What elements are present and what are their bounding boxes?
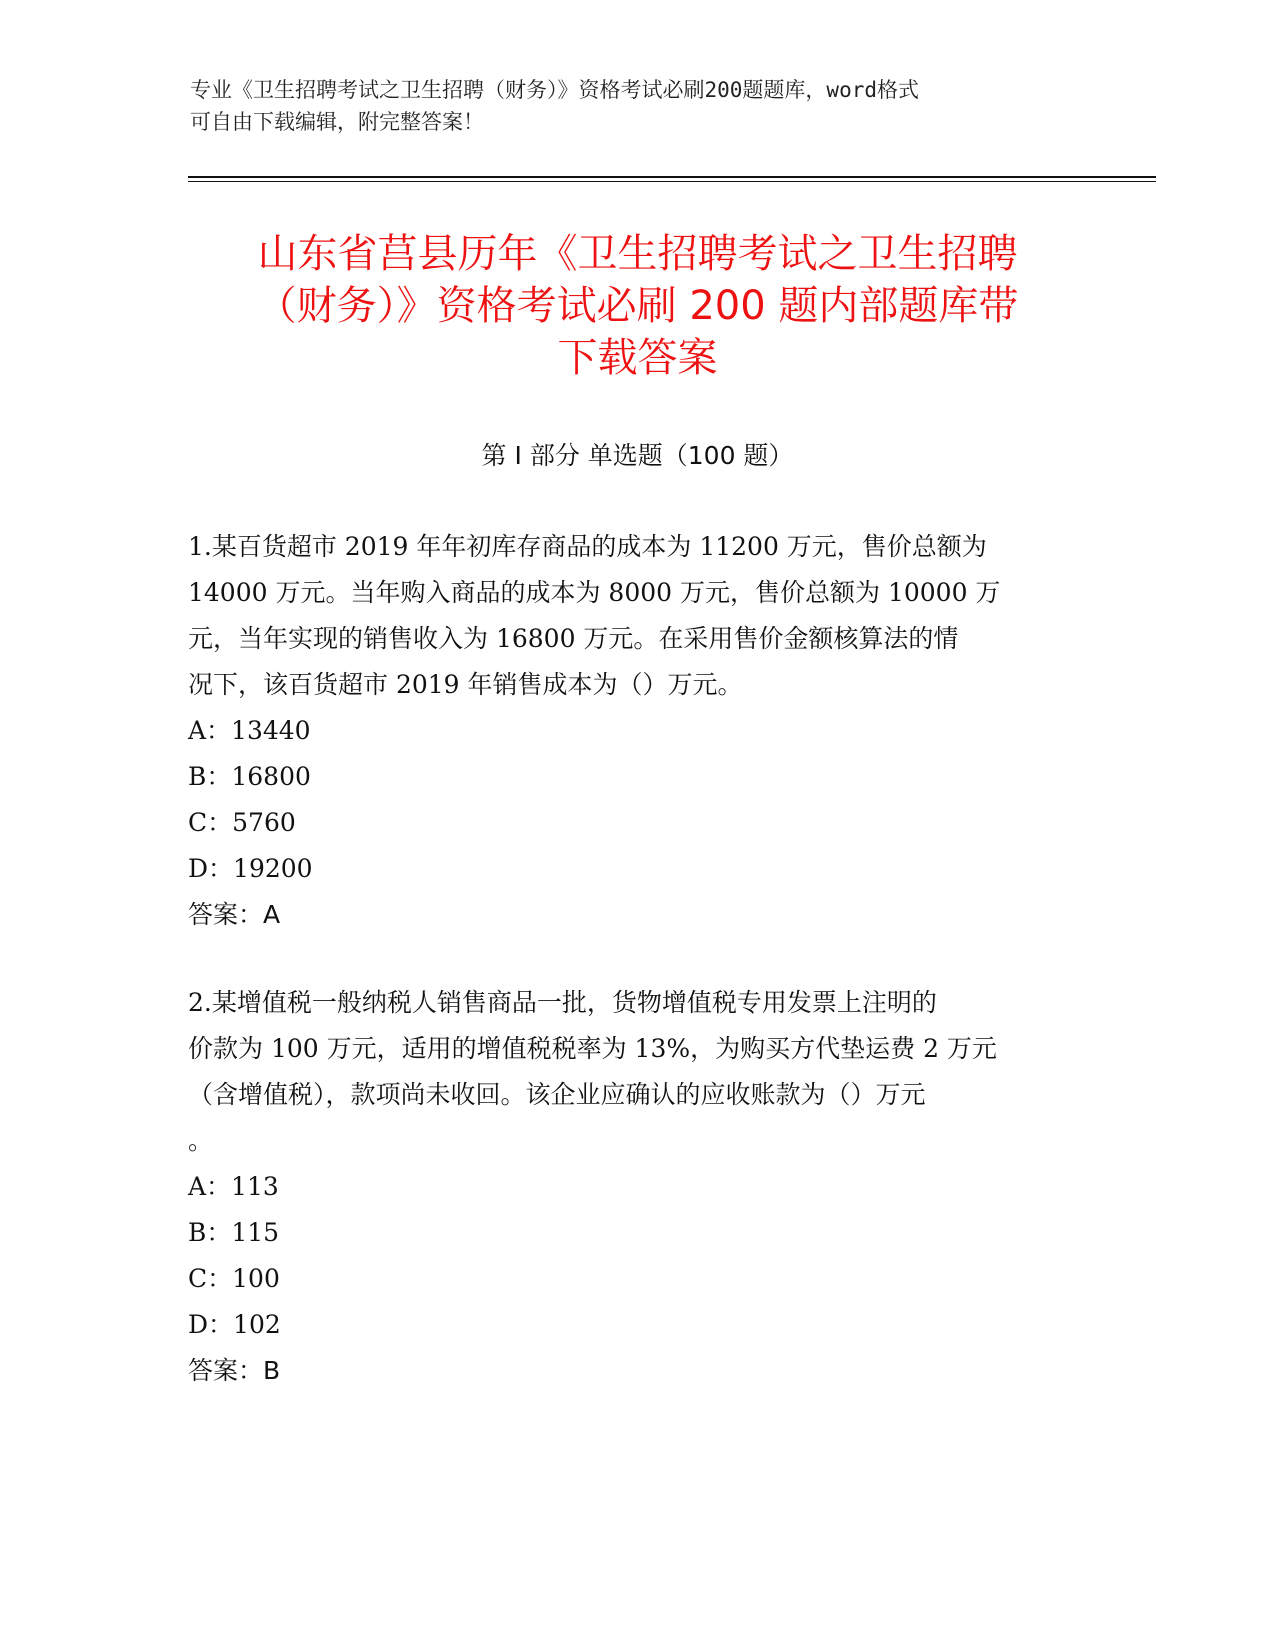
question-stem-line: 1.某百货超市 2019 年年初库存商品的成本为 11200 万元，售价总额为: [188, 532, 987, 561]
question-2: [188, 980, 1088, 1394]
option-c: C：100: [188, 1264, 280, 1293]
option-b: B：115: [188, 1218, 280, 1247]
question-stem-line: （含增值税），款项尚未收回。该企业应确认的应收账款为（）万元: [188, 1080, 926, 1109]
header-note-line-2: 可自由下载编辑，附完整答案！: [190, 110, 484, 134]
document-title-line-1: 山东省莒县历年《卫生招聘考试之卫生招聘: [257, 231, 1018, 277]
section-heading: 第 I 部分 单选题（100 题）: [481, 441, 794, 470]
question-stem-line: 14000 万元。当年购入商品的成本为 8000 万元，售价总额为 10000 万: [188, 578, 1001, 607]
option-c: C：5760: [188, 808, 296, 837]
question-stem-line: 2.某增值税一般纳税人销售商品一批，货物增值税专用发票上注明的: [188, 988, 937, 1017]
question-stem: [188, 524, 1088, 708]
question-stem-line: 元，当年实现的销售收入为 16800 万元。在采用售价金额核算法的情: [188, 624, 959, 653]
document-title: [180, 228, 1095, 384]
option-b: B：16800: [188, 762, 311, 791]
header-rule-thin: [188, 181, 1156, 182]
option-d: D：19200: [188, 854, 313, 883]
option-a: A：113: [188, 1172, 279, 1201]
question-1: [188, 524, 1088, 938]
document-title-line-3: 下载答案: [557, 335, 718, 381]
question-stem-line: 。: [188, 1126, 214, 1155]
option-d: D：102: [188, 1310, 281, 1339]
document-title-line-2: （财务）》资格考试必刷 200 题内部题库带: [256, 283, 1019, 329]
answer-line: 答案：B: [188, 1356, 281, 1385]
header-note: [190, 74, 1090, 138]
option-a: A：13440: [188, 716, 311, 745]
question-stem: [188, 980, 1088, 1164]
question-stem-line: 价款为 100 万元，适用的增值税税率为 13%，为购买方代垫运费 2 万元: [188, 1034, 997, 1063]
header-note-line-1: 专业《卫生招聘考试之卫生招聘（财务）》资格考试必刷200题题库，word格式: [190, 78, 919, 102]
header-rule-thick: [188, 176, 1156, 178]
question-stem-line: 况下，该百货超市 2019 年销售成本为（）万元。: [188, 670, 743, 699]
answer-line: 答案：A: [188, 900, 281, 929]
